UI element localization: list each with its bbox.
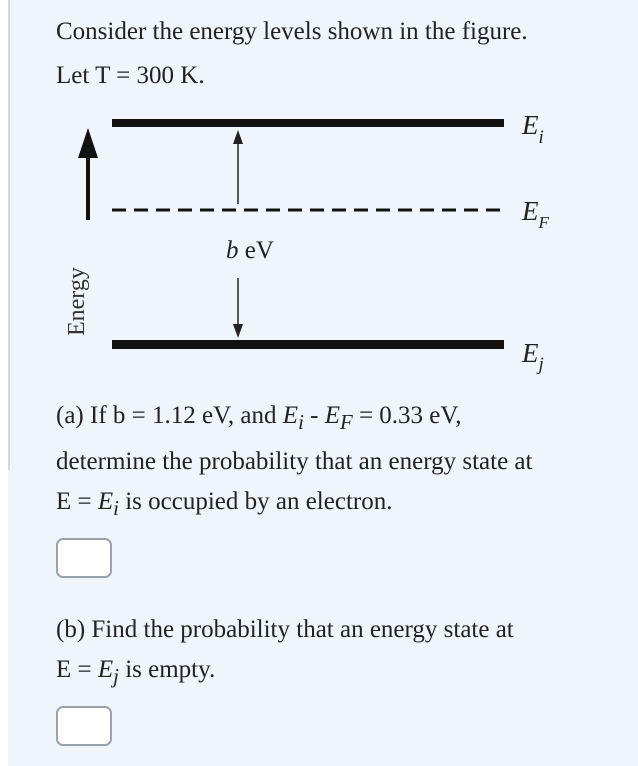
question-b — [56, 610, 626, 696]
problem-intro — [56, 10, 616, 98]
level-ef-label: $E_F$ — [522, 196, 549, 232]
level-ej-label: $E_j$ — [522, 338, 544, 375]
answer-input-a[interactable] — [56, 538, 112, 578]
gap-arrow-up-head — [233, 130, 243, 144]
question-a-line-2: determine the probability that an energy state at — [56, 448, 533, 475]
question-b-line-2: $E = E_j$ is empty. — [56, 656, 216, 688]
question-a-line-1: (a) If b = 1.12 eV, and $E_i - E_F = 0.33$ eV, — [56, 402, 462, 434]
level-ei-line — [112, 119, 504, 127]
left-divider — [8, 0, 10, 470]
left-margin — [0, 0, 8, 766]
answer-input-b[interactable] — [56, 706, 112, 746]
question-a — [56, 396, 626, 528]
level-ej-line — [112, 340, 504, 349]
energy-band-diagram — [56, 92, 618, 382]
level-ei-label: $E_i$ — [522, 110, 544, 148]
intro-line-1: Consider the energy levels shown in the figure. — [56, 18, 528, 45]
intro-line-2: Let T = 300 K. — [56, 62, 205, 89]
gap-arrow-down-head — [233, 324, 243, 338]
energy-axis-arrowhead — [78, 128, 98, 158]
question-b-line-1: (b) Find the probability that an energy state at — [56, 616, 514, 643]
gap-label: b eV — [226, 237, 274, 264]
energy-axis-label: Energy — [64, 267, 90, 336]
question-a-line-3: $E = E_i$ is occupied by an electron. — [56, 488, 393, 520]
